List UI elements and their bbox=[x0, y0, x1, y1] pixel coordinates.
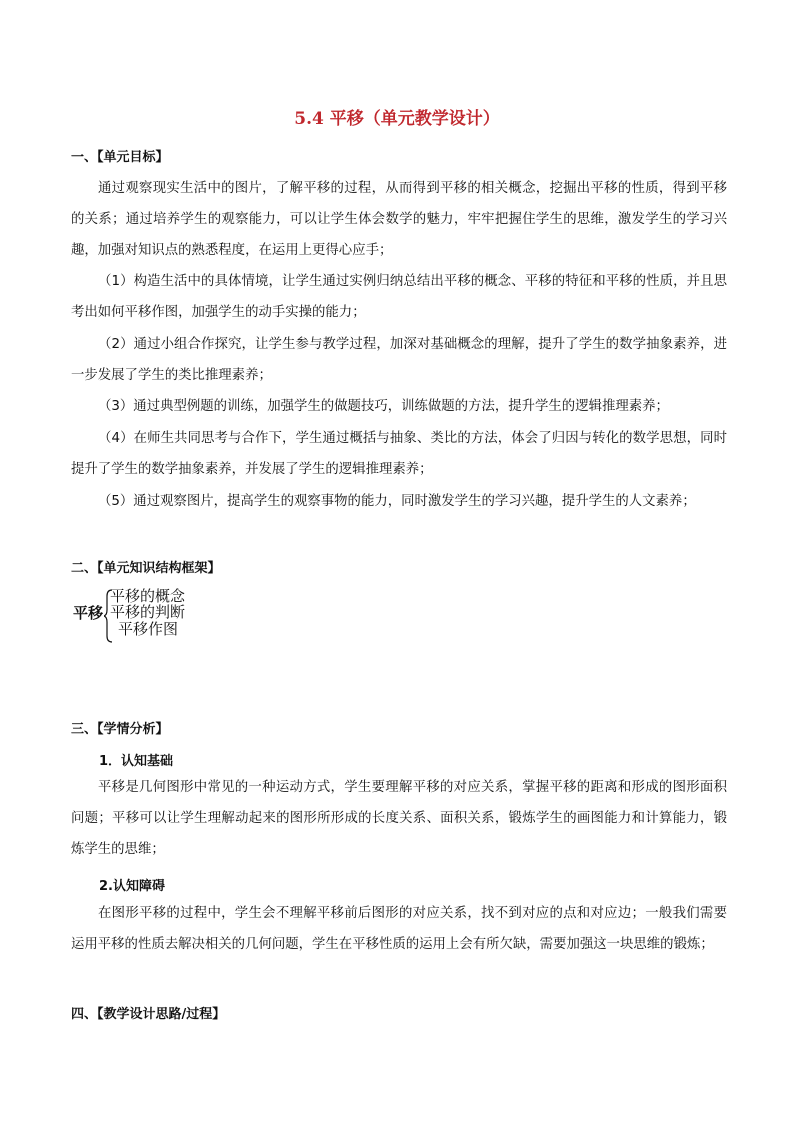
framework-branch-drawing: 平移作图 bbox=[118, 620, 179, 638]
paragraph-intro: 通过观察现实生活中的图片，了解平移的过程，从而得到平移的相关概念，挖掘出平移的性质，得到平移的关系；通过培养学生的观察能力，可以让学生体会数学的魅力，牢牢把握住学生的思维，激发学生的学习兴趣，加强对知识点的熟悉程度，在运用上更得心应手； bbox=[71, 181, 727, 258]
goal-item-3: （3）通过典型例题的训练，加强学生的做题技巧，训练做题的方法，提升学生的逻辑推理素养； bbox=[98, 399, 669, 414]
goal-item-5: （5）通过观察图片，提高学生的观察事物的能力，同时激发学生的学习兴趣，提升学生的人文素养； bbox=[98, 494, 696, 509]
section-heading-unit-goals: 一、【单元目标】 bbox=[71, 150, 169, 165]
document-title: 5.4 平移（单元教学设计） bbox=[294, 109, 500, 129]
paragraph-cognitive-basis: 平移是几何图形中常见的一种运动方式，学生要理解平移的对应关系，掌握平移的距离和形成的图形面积问题；平移可以让学生理解动起来的图形所形成的长度关系、面积关系，锻炼学生的画图能力和计算能力，锻炼学生的思维； bbox=[71, 780, 727, 857]
goal-item-2: （2）通过小组合作探究，让学生参与教学过程，加深对基础概念的理解，提升了学生的数学抽象素养，进一步发展了学生的类比推理素养； bbox=[71, 337, 727, 383]
framework-root: 平移 bbox=[73, 604, 104, 622]
framework-branch-judgement: 平移的判断 bbox=[110, 603, 186, 621]
subheading-cognitive-obstacles: 2.认知障碍 bbox=[99, 879, 165, 894]
subheading-cognitive-basis: 1．认知基础 bbox=[99, 754, 174, 769]
section-heading-design: 四、【教学设计思路/过程】 bbox=[71, 1007, 226, 1022]
knowledge-framework bbox=[71, 588, 271, 644]
goal-item-1: （1）构造生活中的具体情境，让学生通过实例归纳总结出平移的概念、平移的特征和平移的性质，并且思考出如何平移作图，加强学生的动手实操的能力； bbox=[71, 274, 727, 320]
section-heading-analysis: 三、【学情分析】 bbox=[71, 722, 169, 737]
section-heading-framework: 二、【单元知识结构框架】 bbox=[71, 561, 221, 576]
framework-branch-concept: 平移的概念 bbox=[110, 587, 186, 605]
goal-item-4: （4）在师生共同思考与合作下，学生通过概括与抽象、类比的方法，体会了归因与转化的数学思想，同时提升了学生的数学抽象素养，并发展了学生的逻辑推理素养； bbox=[71, 431, 727, 477]
paragraph-cognitive-obstacles: 在图形平移的过程中，学生会不理解平移前后图形的对应关系，找不到对应的点和对应边；一般我们需要运用平移的性质去解决相关的几何问题，学生在平移性质的运用上会有所欠缺，需要加强这一块思维的锻炼； bbox=[71, 906, 727, 952]
